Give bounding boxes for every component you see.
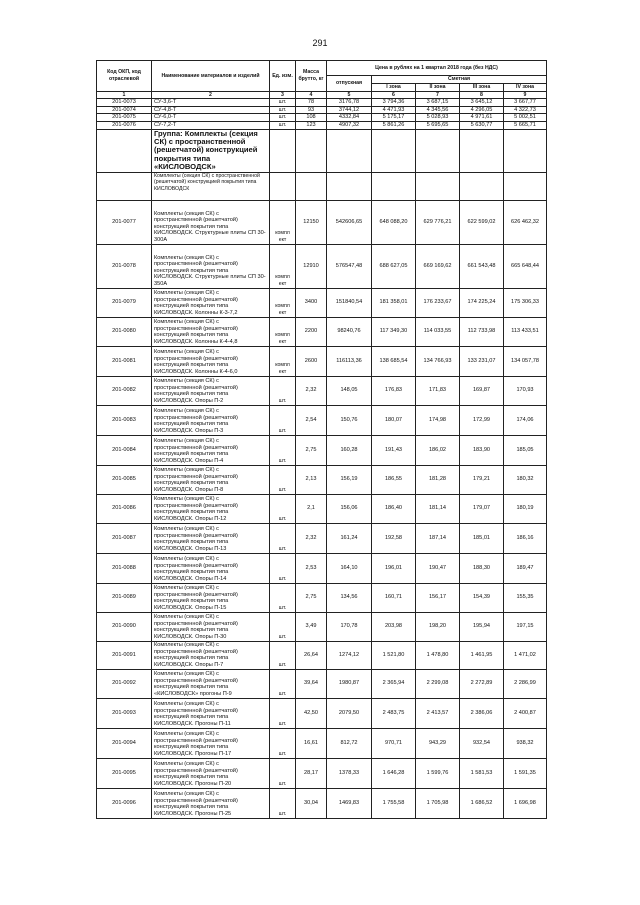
code-cell: 201-0074 [97, 106, 152, 114]
unit-cell: шт. [270, 405, 296, 435]
unit-cell: шт. [270, 758, 296, 788]
table-header [97, 61, 547, 99]
table-row [97, 465, 547, 494]
mass-cell: 2200 [296, 317, 327, 346]
release-price-cell: 542606,65 [327, 200, 372, 244]
zone-2-price-cell: 156,17 [416, 583, 460, 612]
unit-cell: шт. [270, 698, 296, 728]
table-row [97, 494, 547, 523]
code-cell: 201-0081 [97, 346, 152, 376]
release-price-cell: 150,76 [327, 405, 372, 435]
zone-2-price-cell: 190,47 [416, 553, 460, 583]
name-cell: Комплекты (секция СК) с пространственной (решетчатой) конструкцией покрытия типа КИСЛОВОДСК. Опоры П-15 [152, 583, 270, 612]
unit-cell: шт. [270, 435, 296, 465]
code-cell: 201-0073 [97, 99, 152, 107]
zone-1-price-cell: 1 646,28 [372, 758, 416, 788]
mass-cell: 123 [296, 121, 327, 129]
release-price-cell: 116113,36 [327, 346, 372, 376]
name-cell: Комплекты (секция СК) с пространственной (решетчатой) конструкцией покрытия типа КИСЛОВОДСК. Структурные плиты СП 30-350А [152, 244, 270, 288]
mass-cell: 39,64 [296, 669, 327, 698]
release-price-cell: 156,06 [327, 494, 372, 523]
zone-1-price-cell: 203,98 [372, 612, 416, 641]
zone-2-price-cell: 186,02 [416, 435, 460, 465]
zone-1-price-cell: 192,58 [372, 523, 416, 553]
mass-cell: 2,75 [296, 583, 327, 612]
mass-cell: 28,17 [296, 758, 327, 788]
table-row [97, 523, 547, 553]
release-price-cell: 812,72 [327, 728, 372, 758]
mass-cell: 93 [296, 106, 327, 114]
name-cell: Комплекты (секция СК) с пространственной (решетчатой) конструкцией покрытия типа КИСЛОВОДСК. Прогоны П-17 [152, 728, 270, 758]
zone-1-price-cell: 117 349,30 [372, 317, 416, 346]
group-title: Группа: Комплекты (секция СК) с пространственной (решетчатой) конструкцией покрытия типа «КИСЛОВОДСК» [152, 129, 270, 172]
zone-3-price-cell: 185,01 [460, 523, 504, 553]
zone-1-price-cell: 1 521,80 [372, 641, 416, 669]
code-cell: 201-0090 [97, 612, 152, 641]
zone-4-price-cell: 1 591,35 [504, 758, 547, 788]
unit-cell: шт. [270, 494, 296, 523]
mass-cell: 12910 [296, 244, 327, 288]
table-row [97, 121, 547, 129]
mass-cell: 108 [296, 114, 327, 122]
zone-4-price-cell: 186,16 [504, 523, 547, 553]
unit-cell: шт. [270, 788, 296, 818]
zone-2-price-cell: 181,14 [416, 494, 460, 523]
unit-cell: компл ект [270, 200, 296, 244]
header-zone-4: IV зона [504, 83, 547, 91]
unit-cell: компл ект [270, 346, 296, 376]
col-number: 9 [504, 91, 547, 99]
header-unit: Ед. изм. [270, 61, 296, 92]
name-cell: Комплекты (секция СК) с пространственной (решетчатой) конструкцией покрытия типа КИСЛОВОДСК. Опоры П-4 [152, 435, 270, 465]
code-cell: 201-0083 [97, 405, 152, 435]
zone-1-price-cell: 180,07 [372, 405, 416, 435]
zone-2-price-cell: 198,20 [416, 612, 460, 641]
code-cell: 201-0086 [97, 494, 152, 523]
table-row [97, 288, 547, 317]
group-section [97, 129, 547, 200]
release-price-cell: 3176,78 [327, 99, 372, 107]
name-cell: Комплекты (секция СК) с пространственной (решетчатой) конструкцией покрытия типа КИСЛОВОДСК. Опоры П-7 [152, 641, 270, 669]
zone-2-price-cell: 4 345,56 [416, 106, 460, 114]
mass-cell: 2,75 [296, 435, 327, 465]
code-cell: 201-0091 [97, 641, 152, 669]
unit-cell: компл ект [270, 244, 296, 288]
code-cell: 201-0089 [97, 583, 152, 612]
code-cell: 201-0087 [97, 523, 152, 553]
zone-1-price-cell: 186,55 [372, 465, 416, 494]
mass-cell: 3400 [296, 288, 327, 317]
col-number: 3 [270, 91, 296, 99]
zone-3-price-cell: 2 272,89 [460, 669, 504, 698]
table-row [97, 728, 547, 758]
zone-1-price-cell: 2 483,75 [372, 698, 416, 728]
zone-4-price-cell: 155,35 [504, 583, 547, 612]
zone-4-price-cell: 185,05 [504, 435, 547, 465]
unit-cell: шт. [270, 641, 296, 669]
release-price-cell: 1378,33 [327, 758, 372, 788]
mass-cell: 2600 [296, 346, 327, 376]
unit-cell: шт. [270, 121, 296, 129]
release-price-cell: 2079,50 [327, 698, 372, 728]
zone-1-price-cell: 688 627,05 [372, 244, 416, 288]
zone-4-price-cell: 180,19 [504, 494, 547, 523]
name-cell: Комплекты (секция СК) с пространственной (решетчатой) конструкцией покрытия типа КИСЛОВОДСК. Прогоны П-20 [152, 758, 270, 788]
code-cell: 201-0079 [97, 288, 152, 317]
name-cell: Комплекты (секция СК) с пространственной (решетчатой) конструкцией покрытия типа КИСЛОВОДСК. Опоры П-2 [152, 376, 270, 405]
table-row [97, 788, 547, 818]
table-row [97, 435, 547, 465]
price-table [96, 60, 547, 819]
header-release: отпускная [327, 76, 372, 92]
release-price-cell: 1274,12 [327, 641, 372, 669]
zone-3-price-cell: 2 386,06 [460, 698, 504, 728]
mass-cell: 2,32 [296, 376, 327, 405]
col-number: 8 [460, 91, 504, 99]
zone-4-price-cell: 113 433,51 [504, 317, 547, 346]
zone-4-price-cell: 2 286,99 [504, 669, 547, 698]
code-cell: 201-0085 [97, 465, 152, 494]
name-cell: Комплекты (секция СК) с пространственной (решетчатой) конструкцией покрытия типа КИСЛОВОДСК. Колонны К-4-6,0 [152, 346, 270, 376]
release-price-cell: 134,56 [327, 583, 372, 612]
zone-1-price-cell: 4 471,93 [372, 106, 416, 114]
code-cell: 201-0084 [97, 435, 152, 465]
release-price-cell: 170,78 [327, 612, 372, 641]
code-cell: 201-0078 [97, 244, 152, 288]
table-row [97, 758, 547, 788]
zone-2-price-cell: 187,14 [416, 523, 460, 553]
zone-4-price-cell: 134 057,78 [504, 346, 547, 376]
table-row [97, 114, 547, 122]
header-zone-3: III зона [460, 83, 504, 91]
name-cell: Комплекты (секция СК) с пространственной (решетчатой) конструкцией покрытия типа КИСЛОВОДСК. Опоры П-12 [152, 494, 270, 523]
table-row [97, 612, 547, 641]
zone-2-price-cell: 3 687,15 [416, 99, 460, 107]
code-cell: 201-0092 [97, 669, 152, 698]
column-numbers-row [97, 91, 547, 99]
table-row [97, 99, 547, 107]
unit-cell: шт. [270, 106, 296, 114]
table-row [97, 317, 547, 346]
mass-cell: 12150 [296, 200, 327, 244]
code-cell: 201-0093 [97, 698, 152, 728]
col-number: 4 [296, 91, 327, 99]
name-cell: СУ-3,6-Т [152, 99, 270, 107]
release-price-cell: 98240,76 [327, 317, 372, 346]
zone-1-price-cell: 970,71 [372, 728, 416, 758]
zone-4-price-cell: 170,93 [504, 376, 547, 405]
table-row [97, 669, 547, 698]
zone-1-price-cell: 191,43 [372, 435, 416, 465]
unit-cell: шт. [270, 669, 296, 698]
name-cell: Комплекты (секция СК) с пространственной (решетчатой) конструкцией покрытия типа КИСЛОВОДСК. Прогоны П-25 [152, 788, 270, 818]
zone-3-price-cell: 4 296,05 [460, 106, 504, 114]
mass-cell: 2,32 [296, 523, 327, 553]
table-row [97, 698, 547, 728]
name-cell: СУ-4,8-Т [152, 106, 270, 114]
code-cell: 201-0094 [97, 728, 152, 758]
zone-2-price-cell: 1 705,98 [416, 788, 460, 818]
header-name: Наименование материалов и изделий [152, 61, 270, 92]
name-cell: Комплекты (секция СК) с пространственной (решетчатой) конструкцией покрытия типа «КИСЛОВОДСК» прогоны П-9 [152, 669, 270, 698]
zone-3-price-cell: 195,94 [460, 612, 504, 641]
zone-4-price-cell: 626 462,32 [504, 200, 547, 244]
unit-cell: компл ект [270, 288, 296, 317]
group-subtitle: Комплекты (секция СК) с пространственной (решетчатой) конструкцией покрытия типа КИСЛОВОДСК [152, 172, 270, 200]
unit-cell: шт. [270, 523, 296, 553]
release-price-cell: 151840,54 [327, 288, 372, 317]
table-row [97, 376, 547, 405]
name-cell: Комплекты (секция СК) с пространственной (решетчатой) конструкцией покрытия типа КИСЛОВОДСК. Опоры П-13 [152, 523, 270, 553]
mass-cell: 3,49 [296, 612, 327, 641]
top-rows [97, 99, 547, 129]
zone-4-price-cell: 197,15 [504, 612, 547, 641]
zone-1-price-cell: 196,01 [372, 553, 416, 583]
release-price-cell: 3744,12 [327, 106, 372, 114]
zone-1-price-cell: 5 861,26 [372, 121, 416, 129]
zone-1-price-cell: 5 175,17 [372, 114, 416, 122]
zone-1-price-cell: 648 088,20 [372, 200, 416, 244]
zone-2-price-cell: 669 169,62 [416, 244, 460, 288]
release-price-cell: 148,05 [327, 376, 372, 405]
name-cell: Комплекты (секция СК) с пространственной (решетчатой) конструкцией покрытия типа КИСЛОВОДСК. Колонны К-4-4,8 [152, 317, 270, 346]
zone-3-price-cell: 174 225,24 [460, 288, 504, 317]
name-cell: Комплекты (секция СК) с пространственной (решетчатой) конструкцией покрытия типа КИСЛОВОДСК. Прогоны П-11 [152, 698, 270, 728]
zone-2-price-cell: 943,29 [416, 728, 460, 758]
zone-3-price-cell: 179,21 [460, 465, 504, 494]
header-estimate: Сметная [372, 76, 547, 84]
unit-cell: шт. [270, 376, 296, 405]
zone-4-price-cell: 665 648,44 [504, 244, 547, 288]
zone-1-price-cell: 2 365,94 [372, 669, 416, 698]
zone-2-price-cell: 5 695,65 [416, 121, 460, 129]
table-row [97, 200, 547, 244]
mass-cell: 16,61 [296, 728, 327, 758]
main-rows [97, 200, 547, 818]
zone-2-price-cell: 1 599,76 [416, 758, 460, 788]
col-number: 5 [327, 91, 372, 99]
name-cell: Комплекты (секция СК) с пространственной (решетчатой) конструкцией покрытия типа КИСЛОВОДСК. Опоры П-8 [152, 465, 270, 494]
zone-2-price-cell: 1 478,80 [416, 641, 460, 669]
zone-2-price-cell: 114 033,55 [416, 317, 460, 346]
zone-4-price-cell: 2 400,87 [504, 698, 547, 728]
zone-4-price-cell: 180,32 [504, 465, 547, 494]
header-code: Код ОКП, код отраслевой [97, 61, 152, 92]
name-cell: СУ-6,0-Т [152, 114, 270, 122]
zone-4-price-cell: 5 665,71 [504, 121, 547, 129]
table-row [97, 553, 547, 583]
code-cell: 201-0096 [97, 788, 152, 818]
table-row [97, 583, 547, 612]
mass-cell: 30,04 [296, 788, 327, 818]
header-zone-1: I зона [372, 83, 416, 91]
mass-cell: 2,53 [296, 553, 327, 583]
unit-cell: шт. [270, 728, 296, 758]
unit-cell: шт. [270, 114, 296, 122]
table-row [97, 106, 547, 114]
name-cell: Комплекты (секция СК) с пространственной (решетчатой) конструкцией покрытия типа КИСЛОВОДСК. Колонны К-3-7,2 [152, 288, 270, 317]
zone-4-price-cell: 189,47 [504, 553, 547, 583]
name-cell: СУ-7,2-Т [152, 121, 270, 129]
zone-4-price-cell: 938,32 [504, 728, 547, 758]
unit-cell: шт. [270, 583, 296, 612]
zone-3-price-cell: 183,90 [460, 435, 504, 465]
zone-2-price-cell: 181,28 [416, 465, 460, 494]
release-price-cell: 1469,83 [327, 788, 372, 818]
col-number: 7 [416, 91, 460, 99]
code-cell: 201-0082 [97, 376, 152, 405]
code-cell: 201-0075 [97, 114, 152, 122]
zone-3-price-cell: 622 599,02 [460, 200, 504, 244]
zone-3-price-cell: 661 543,48 [460, 244, 504, 288]
zone-3-price-cell: 1 461,95 [460, 641, 504, 669]
col-number: 1 [97, 91, 152, 99]
zone-2-price-cell: 134 766,93 [416, 346, 460, 376]
unit-cell: шт. [270, 465, 296, 494]
zone-3-price-cell: 112 733,98 [460, 317, 504, 346]
zone-2-price-cell: 2 299,08 [416, 669, 460, 698]
col-number: 6 [372, 91, 416, 99]
zone-4-price-cell: 3 667,77 [504, 99, 547, 107]
name-cell: Комплекты (секция СК) с пространственной (решетчатой) конструкцией покрытия типа КИСЛОВОДСК. Структурные плиты СП 30-300А [152, 200, 270, 244]
zone-4-price-cell: 174,06 [504, 405, 547, 435]
zone-2-price-cell: 5 028,93 [416, 114, 460, 122]
zone-3-price-cell: 172,99 [460, 405, 504, 435]
mass-cell: 2,13 [296, 465, 327, 494]
mass-cell: 26,64 [296, 641, 327, 669]
code-cell: 201-0077 [97, 200, 152, 244]
code-cell: 201-0088 [97, 553, 152, 583]
zone-1-price-cell: 186,40 [372, 494, 416, 523]
zone-3-price-cell: 133 231,07 [460, 346, 504, 376]
code-cell: 201-0076 [97, 121, 152, 129]
release-price-cell: 164,10 [327, 553, 372, 583]
mass-cell: 78 [296, 99, 327, 107]
zone-4-price-cell: 1 696,98 [504, 788, 547, 818]
zone-3-price-cell: 1 686,52 [460, 788, 504, 818]
code-cell: 201-0095 [97, 758, 152, 788]
zone-1-price-cell: 1 755,58 [372, 788, 416, 818]
zone-1-price-cell: 181 358,01 [372, 288, 416, 317]
release-price-cell: 4332,84 [327, 114, 372, 122]
release-price-cell: 156,19 [327, 465, 372, 494]
code-cell: 201-0080 [97, 317, 152, 346]
zone-3-price-cell: 1 581,53 [460, 758, 504, 788]
col-number: 2 [152, 91, 270, 99]
release-price-cell: 161,24 [327, 523, 372, 553]
zone-2-price-cell: 176 233,67 [416, 288, 460, 317]
zone-2-price-cell: 629 776,21 [416, 200, 460, 244]
mass-cell: 2,1 [296, 494, 327, 523]
zone-1-price-cell: 176,83 [372, 376, 416, 405]
zone-3-price-cell: 4 971,61 [460, 114, 504, 122]
zone-4-price-cell: 4 322,73 [504, 106, 547, 114]
zone-4-price-cell: 175 306,33 [504, 288, 547, 317]
header-price-title: Цена в рублях на 1 квартал 2018 года (без НДС) [327, 61, 547, 76]
zone-2-price-cell: 171,83 [416, 376, 460, 405]
mass-cell: 2,54 [296, 405, 327, 435]
release-price-cell: 576547,48 [327, 244, 372, 288]
unit-cell: шт. [270, 99, 296, 107]
unit-cell: компл ект [270, 317, 296, 346]
zone-3-price-cell: 169,87 [460, 376, 504, 405]
zone-1-price-cell: 138 685,54 [372, 346, 416, 376]
zone-2-price-cell: 2 413,57 [416, 698, 460, 728]
zone-3-price-cell: 932,54 [460, 728, 504, 758]
name-cell: Комплекты (секция СК) с пространственной (решетчатой) конструкцией покрытия типа КИСЛОВОДСК. Опоры П-14 [152, 553, 270, 583]
table-row [97, 346, 547, 376]
page-number: 291 [312, 38, 328, 48]
zone-3-price-cell: 188,30 [460, 553, 504, 583]
zone-2-price-cell: 174,98 [416, 405, 460, 435]
table-row [97, 244, 547, 288]
table-row [97, 641, 547, 669]
table-row [97, 405, 547, 435]
unit-cell: шт. [270, 612, 296, 641]
mass-cell: 42,50 [296, 698, 327, 728]
zone-3-price-cell: 179,07 [460, 494, 504, 523]
unit-cell: шт. [270, 553, 296, 583]
zone-3-price-cell: 5 630,77 [460, 121, 504, 129]
zone-3-price-cell: 154,39 [460, 583, 504, 612]
header-mass: Масса брутто, кг [296, 61, 327, 92]
header-zone-2: II зона [416, 83, 460, 91]
zone-3-price-cell: 3 645,12 [460, 99, 504, 107]
name-cell: Комплекты (секция СК) с пространственной (решетчатой) конструкцией покрытия типа КИСЛОВОДСК. Опоры П-3 [152, 405, 270, 435]
release-price-cell: 160,28 [327, 435, 372, 465]
name-cell: Комплекты (секция СК) с пространственной (решетчатой) конструкцией покрытия типа КИСЛОВОДСК. Опоры П-30 [152, 612, 270, 641]
release-price-cell: 1980,87 [327, 669, 372, 698]
zone-4-price-cell: 1 471,02 [504, 641, 547, 669]
zone-1-price-cell: 3 794,36 [372, 99, 416, 107]
zone-4-price-cell: 5 002,51 [504, 114, 547, 122]
release-price-cell: 4907,32 [327, 121, 372, 129]
zone-1-price-cell: 160,71 [372, 583, 416, 612]
